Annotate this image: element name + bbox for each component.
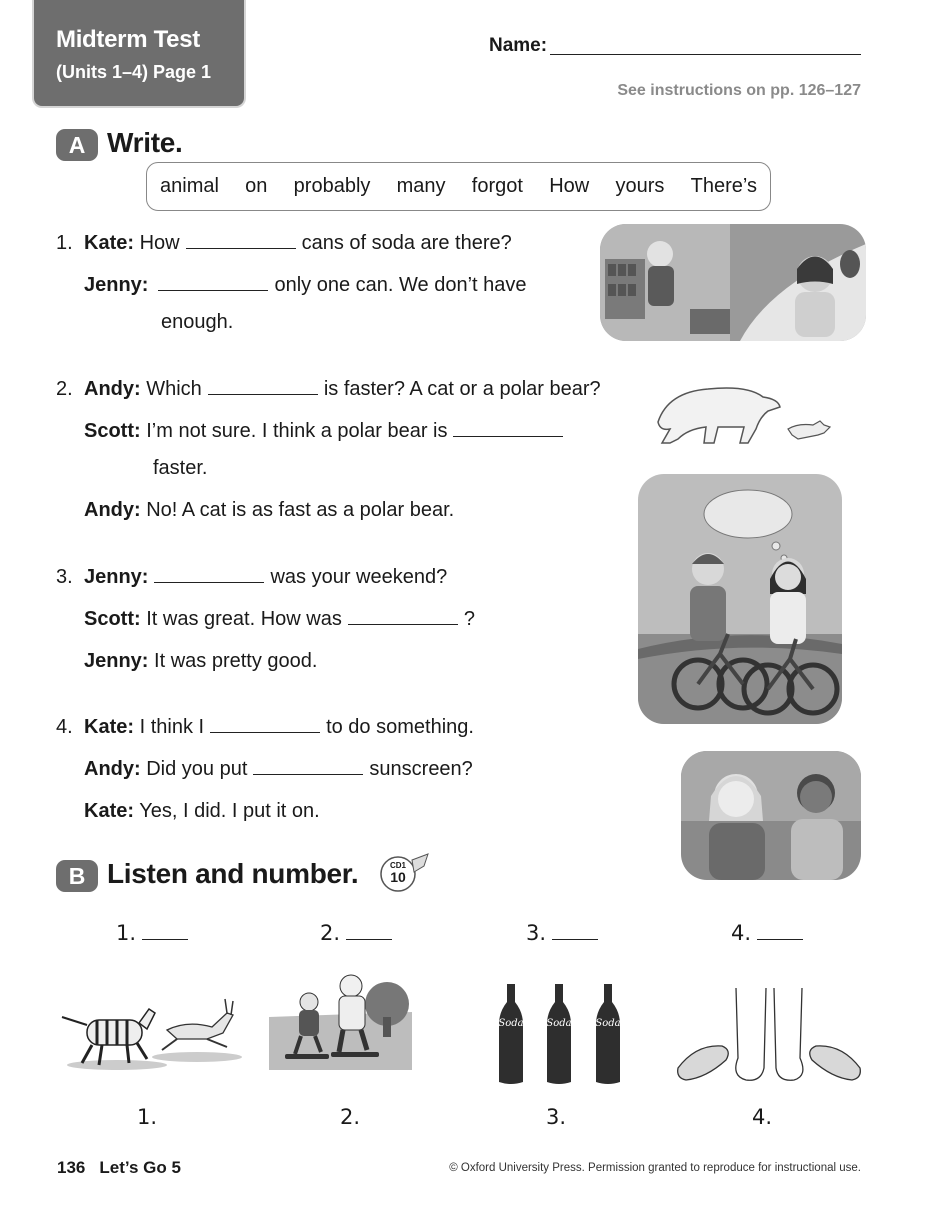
line-text: I’m not sure. I think a polar bear is: [146, 420, 448, 442]
listen-answer: [116, 921, 188, 945]
line-text: is faster? A cat or a polar bear?: [323, 378, 601, 400]
line-text: Which: [146, 378, 202, 400]
word-bank-item: on: [245, 175, 268, 197]
soda-label: Soda: [546, 1018, 572, 1029]
skateboarding-illustration: [269, 972, 412, 1070]
word-bank-item: forgot: [471, 175, 523, 197]
answer-blank[interactable]: [757, 939, 803, 940]
footer-left: [57, 1158, 181, 1178]
dialogue-line: [84, 650, 317, 673]
zebra-gazelle-illustration: [57, 995, 242, 1075]
soda-label: Soda: [498, 1018, 524, 1029]
picture-number: 4.: [752, 1105, 773, 1129]
item-number: 1.: [56, 232, 73, 254]
answer-blank[interactable]: [346, 939, 392, 940]
dialogue-line: [84, 499, 454, 522]
page-number: 136: [57, 1158, 86, 1177]
line-text: No! A cat is as fast as a polar bear.: [146, 499, 455, 521]
line-text: ?: [463, 608, 475, 630]
dialogue-line: [84, 566, 447, 589]
item-number: 2.: [56, 378, 73, 400]
listen-number: 1.: [116, 921, 137, 945]
copyright-note: © Oxford University Press. Permission granted to reproduce for instructional use.: [449, 1162, 861, 1174]
test-subtitle: (Units 1–4) Page 1: [56, 62, 212, 82]
dialogue-line: [84, 232, 512, 255]
item-number: 4.: [56, 716, 73, 738]
word-bank-item: How: [549, 175, 590, 197]
word-bank: [146, 162, 771, 211]
polar-bear-cat-illustration: [648, 377, 838, 447]
dialogue-line: [84, 608, 475, 631]
answer-blank[interactable]: [253, 774, 363, 775]
speaker: Jenny:: [84, 566, 149, 588]
line-text: was your weekend?: [270, 566, 448, 588]
picture-number: 2.: [340, 1105, 361, 1129]
soda-label: Soda: [595, 1018, 621, 1029]
speaker: Scott:: [84, 420, 141, 442]
section-b-badge: B: [56, 860, 98, 892]
dialogue-line: [84, 716, 474, 739]
speaker: Kate:: [84, 232, 135, 254]
cd-track: 10: [390, 869, 406, 885]
dialogue-line: [84, 758, 473, 781]
book-title: Let’s Go 5: [99, 1158, 181, 1177]
line-text: I think I: [139, 716, 205, 738]
speaker: Andy:: [84, 499, 141, 521]
line-text: It was great. How was: [146, 608, 342, 630]
line-text: Yes, I did. I put it on.: [139, 800, 320, 822]
dialogue-continuation: enough.: [161, 311, 234, 333]
kate-andy-illustration: [681, 751, 861, 880]
line-text: How: [139, 232, 180, 254]
answer-blank[interactable]: [210, 732, 320, 733]
picture-number: 3.: [546, 1105, 567, 1129]
word-bank-item: There’s: [690, 175, 757, 197]
listen-answer: [731, 921, 803, 945]
line-text: only one can. We don’t have: [274, 274, 527, 296]
speaker: Kate:: [84, 716, 135, 738]
word-bank-item: yours: [615, 175, 665, 197]
dialogue-line: [84, 800, 320, 823]
test-title: Midterm Test: [56, 26, 200, 53]
word-bank-item: probably: [293, 175, 371, 197]
speaker: Scott:: [84, 608, 141, 630]
speaker: Jenny:: [84, 274, 149, 296]
speaker: Jenny:: [84, 650, 149, 672]
name-field[interactable]: [550, 54, 861, 55]
word-bank-item: many: [396, 175, 446, 197]
speaker: Andy:: [84, 758, 141, 780]
dialogue-line: [84, 274, 527, 297]
speaker: Andy:: [84, 378, 141, 400]
picture-number: 1.: [137, 1105, 158, 1129]
listen-number: 3.: [526, 921, 547, 945]
dialogue-line: [84, 420, 569, 443]
listen-answer: [526, 921, 598, 945]
line-text: Did you put: [146, 758, 248, 780]
soda-bottles-illustration: [497, 984, 629, 1086]
instructions-note: See instructions on pp. 126–127: [617, 82, 861, 99]
cd-label: CD1: [389, 861, 406, 870]
store-phone-illustration: [600, 224, 866, 341]
section-a-badge: A: [56, 129, 98, 161]
line-text: It was pretty good.: [154, 650, 318, 672]
section-a-title: Write.: [107, 127, 183, 158]
answer-blank[interactable]: [552, 939, 598, 940]
listen-number: 2.: [320, 921, 341, 945]
answer-blank[interactable]: [208, 394, 318, 395]
answer-blank[interactable]: [158, 290, 268, 291]
answer-blank[interactable]: [154, 582, 264, 583]
line-text: sunscreen?: [369, 758, 473, 780]
bare-feet-sandals-illustration: [676, 988, 862, 1086]
answer-blank[interactable]: [348, 624, 458, 625]
kids-bikes-illustration: [638, 474, 842, 724]
audio-cd-icon[interactable]: [378, 852, 432, 892]
listen-number: 4.: [731, 921, 752, 945]
name-label: Name:: [489, 35, 548, 56]
test-title-tab: [34, 0, 244, 106]
answer-blank[interactable]: [453, 436, 563, 437]
dialogue-continuation: faster.: [153, 457, 208, 479]
speaker: Kate:: [84, 800, 135, 822]
dialogue-line: [84, 378, 601, 401]
section-b-title: Listen and number.: [107, 858, 359, 889]
listen-answer: [320, 921, 392, 945]
line-text: to do something.: [326, 716, 474, 738]
answer-blank[interactable]: [186, 248, 296, 249]
answer-blank[interactable]: [142, 939, 188, 940]
word-bank-item: animal: [160, 175, 219, 197]
item-number: 3.: [56, 566, 73, 588]
line-text: cans of soda are there?: [301, 232, 512, 254]
